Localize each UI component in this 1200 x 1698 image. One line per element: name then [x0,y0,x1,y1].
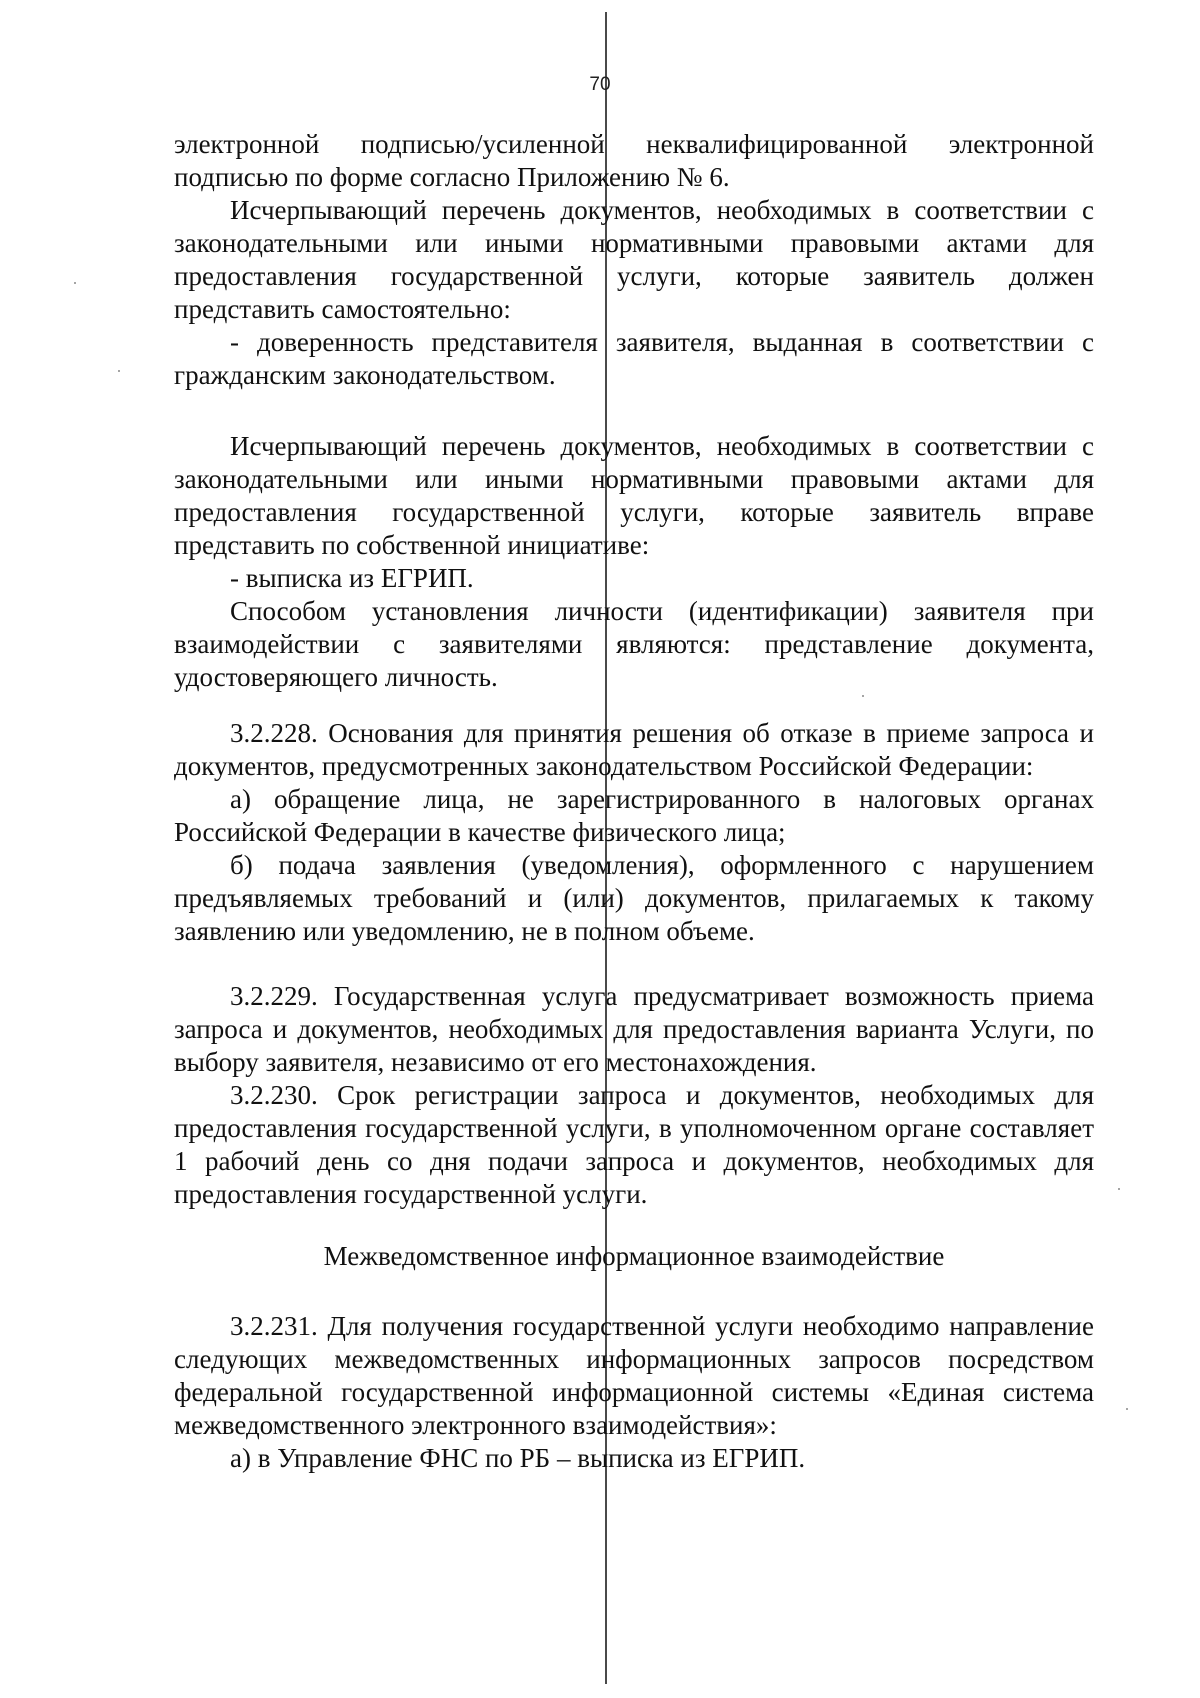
scan-speck [862,695,864,697]
paragraph-power-of-attorney: - доверенность представителя заявителя, выданная в соответствии с гражданским законодательством. [174,327,1094,390]
text-block-2 [174,430,1094,694]
text-block-4 [174,980,1094,1211]
paragraph-3-2-231: 3.2.231. Для получения государственной услуги необходимо направление следующих межведомственных информационных запросов посредством федеральной государственной информационной системы «Единая система межведомственного электронного взаимодействия»: [174,1311,1094,1440]
paragraph-optional-docs-intro: Исчерпывающий перечень документов, необходимых в соответствии с законодательными или иными нормативными правовыми актами для предоставления государственной услуги, которые заявитель вправе представить по собственной инициативе: [174,431,1094,560]
paragraph-3-2-230: 3.2.230. Срок регистрации запроса и документов, необходимых для предоставления государственной услуги, в уполномоченном органе составляет 1 рабочий день со дня подачи запроса и документов, необходимых для предоставления государственной услуги. [174,1080,1094,1209]
section-heading-block [174,1240,1094,1273]
section-heading: Межведомственное информационное взаимодействие [323,1241,945,1271]
scan-speck [74,282,76,284]
page-number: 70 [589,74,611,95]
paragraph-3-2-229: 3.2.229. Государственная услуга предусматривает возможность приема запроса и документов, необходимых для предоставления варианта Услуги, по выбору заявителя, независимо от его местонахождения. [174,981,1094,1077]
paragraph-egrip-extract: - выписка из ЕГРИП. [230,563,474,593]
scan-speck [118,370,120,372]
paragraph-item-a: а) обращение лица, не зарегистрированного в налоговых органах Российской Федерации в качестве физического лица; [174,784,1094,847]
scan-speck [1126,1408,1128,1410]
text-block-3 [174,717,1094,948]
paragraph-item-b: б) подача заявления (уведомления), оформленного с нарушением предъявляемых требований и (или) документов, прилагаемых к такому заявлению или уведомлению, не в полном объеме. [174,850,1094,946]
text-block-1 [174,128,1094,392]
paragraph-required-docs-intro: Исчерпывающий перечень документов, необходимых в соответствии с законодательными или иными нормативными правовыми актами для предоставления государственной услуги, которые заявитель должен представить самостоятельно: [174,195,1094,324]
paragraph-fns-request: а) в Управление ФНС по РБ – выписка из ЕГРИП. [230,1443,806,1473]
paragraph-3-2-228: 3.2.228. Основания для принятия решения об отказе в приеме запроса и документов, предусмотренных законодательством Российской Федерации: [174,718,1094,781]
text-block-final [174,1310,1094,1475]
scan-speck [1118,1188,1120,1190]
paragraph-identification: Способом установления личности (идентификации) заявителя при взаимодействии с заявителями являются: представление документа, удостоверяющего личность. [174,596,1094,692]
paragraph-signature-form: электронной подписью/усиленной неквалифицированной электронной подписью по форме согласно Приложению № 6. [174,129,1094,192]
